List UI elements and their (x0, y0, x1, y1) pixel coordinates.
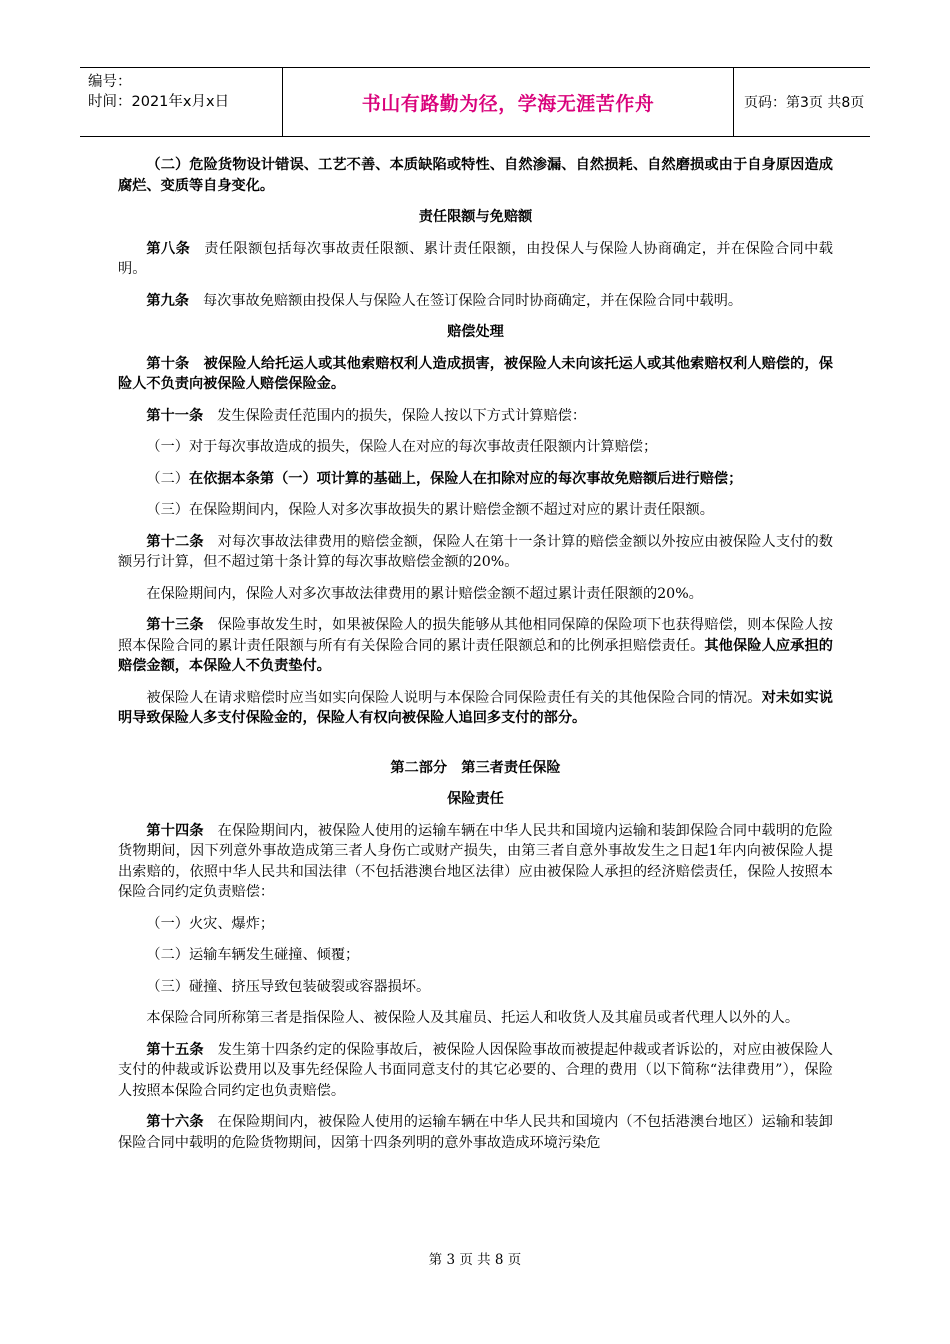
article-text: 发生第十四条约定的保险事故后，被保险人因保险事故而被提起仲裁或者诉讼的，对应由被保险人支付的仲裁或诉讼费用以及事先经保险人书面同意支付的其它必要的、合理的费用（以下简称“法律费用”），保险人按照本保险合同约定也负责赔偿。 (118, 1041, 833, 1099)
article-13 (118, 615, 833, 677)
header-motto: 书山有路勤为径，学海无涯苦作舟 (282, 68, 734, 136)
article-16 (118, 1112, 833, 1153)
page-footer: 第 3 页 共 8 页 (428, 1252, 522, 1268)
item-text: 在依据本条第（一）项计算的基础上，保险人在扣除对应的每次事故免赔额后进行赔偿； (188, 470, 743, 487)
paragraph-text-bold: 对未如实说明导致保险人多支付保险金的，保险人有权向被保险人追回多支付的部分。 (118, 689, 833, 726)
article-label: 第十五条 (146, 1041, 204, 1058)
section-heading-claims: 赔偿处理 (447, 324, 504, 340)
article-text: 在保险期间内，被保险人使用的运输车辆在中华人民共和国境内运输和装卸保险合同中载明的危险货物期间，因下列意外事故造成第三者人身伤亡或财产损失，由第三者自意外事故发生之日起1年内向被保险人提出索赔的，依照中华人民共和国法律（不包括港澳台地区法律）应由被保险人承担的经济赔偿责任，保险人按照本保险合同约定负责赔偿： (118, 822, 833, 900)
article-14-paragraph-2: 本保险合同所称第三者是指保险人、被保险人及其雇员、托运人和收货人及其雇员或者代理人以外的人。 (146, 1010, 800, 1026)
section-heading-liability: 保险责任 (447, 791, 504, 807)
article-label: 第十四条 (146, 822, 204, 839)
doc-number: 编号： (88, 74, 132, 90)
article-8 (118, 239, 833, 280)
article-11-item-2 (118, 469, 833, 490)
article-11-item-3: （三）在保险期间内，保险人对多次事故损失的累计赔偿金额不超过对应的累计责任限额。 (146, 502, 714, 518)
article-label: 第十三条 (146, 617, 204, 633)
article-14-item-3: （三）碰撞、挤压导致包装破裂或容器损坏。 (146, 978, 431, 995)
article-15 (118, 1040, 833, 1102)
article-text: 对每次事故法律费用的赔偿金额，保险人在第十一条计算的赔偿金额以外按应由被保险人支付的数额另行计算，但不超过第十条计算的每次事故赔偿金额的20%。 (118, 533, 833, 570)
header-page-number: 页码：第3页 共8页 (744, 95, 865, 111)
article-text-bold: 其他保险人应承担的赔偿金额，本保险人不负责垫付。 (118, 637, 833, 674)
article-11 (118, 406, 833, 427)
document-body (118, 155, 833, 1164)
article-9 (118, 291, 833, 312)
article-10: 第十条 被保险人给托运人或其他索赔权利人造成损害，被保险人未向该托运人或其他索赔权利人赔偿的，保险人不负责向被保险人赔偿保险金。 (118, 355, 833, 392)
doc-date: 时间：2021年x月x日 (88, 94, 230, 110)
article-text: 发生保险责任范围内的损失，保险人按以下方式计算赔偿： (217, 407, 587, 424)
article-14-item-2: （二）运输车辆发生碰撞、倾覆； (146, 947, 360, 963)
page-header (80, 67, 870, 137)
paragraph-text: 被保险人在请求赔偿时应当如实向保险人说明与本保险合同保险责任有关的其他保险合同的情况。 (146, 689, 762, 706)
part-heading: 第二部分 第三者责任保险 (390, 759, 561, 776)
article-14-item-1: （一）火灾、爆炸； (146, 915, 275, 932)
article-label: 第十二条 (146, 533, 204, 550)
article-text: 保险事故发生时，如果被保险人的损失能够从其他相同保障的保险项下也获得赔偿，则本保险人按照本保险合同的累计责任限额与所有有关保险合同的累计责任限额总和的比例承担赔偿责任。 (118, 617, 833, 654)
article-11-item-1: （一）对于每次事故造成的损失，保险人在对应的每次事故责任限额内计算赔偿； (146, 439, 658, 455)
article-12-paragraph-2: 在保险期间内，保险人对多次事故法律费用的累计赔偿金额不超过累计责任限额的20%。 (146, 585, 703, 602)
item-prefix: （二） (146, 470, 189, 487)
article-text: 每次事故免赔额由投保人与保险人在签订保险合同时协商确定，并在保险合同中载明。 (202, 292, 743, 309)
article-13-paragraph-2 (118, 688, 833, 729)
article-label: 第十六条 (146, 1114, 204, 1130)
article-12 (118, 532, 833, 573)
article-text: 在保险期间内，被保险人使用的运输车辆在中华人民共和国境内（不包括港澳台地区）运输和装卸保险合同中载明的危险货物期间，因第十四条列明的意外事故造成环境污染危 (118, 1114, 833, 1151)
article-label: 第十一条 (146, 407, 204, 424)
header-meta (80, 68, 282, 136)
article-label: 第九条 (146, 292, 189, 309)
paragraph-exclusion-2: （二）危险货物设计错误、工艺不善、本质缺陷或特性、自然渗漏、自然损耗、自然磨损或由于自身原因造成腐烂、变质等自身变化。 (118, 157, 833, 194)
article-text: 责任限额包括每次事故责任限额、累计责任限额，由投保人与保险人协商确定，并在保险合同中载明。 (118, 240, 833, 277)
article-14 (118, 821, 833, 903)
spacer (118, 740, 833, 758)
article-label: 第八条 (146, 240, 191, 257)
section-heading-limits: 责任限额与免赔额 (418, 209, 533, 225)
